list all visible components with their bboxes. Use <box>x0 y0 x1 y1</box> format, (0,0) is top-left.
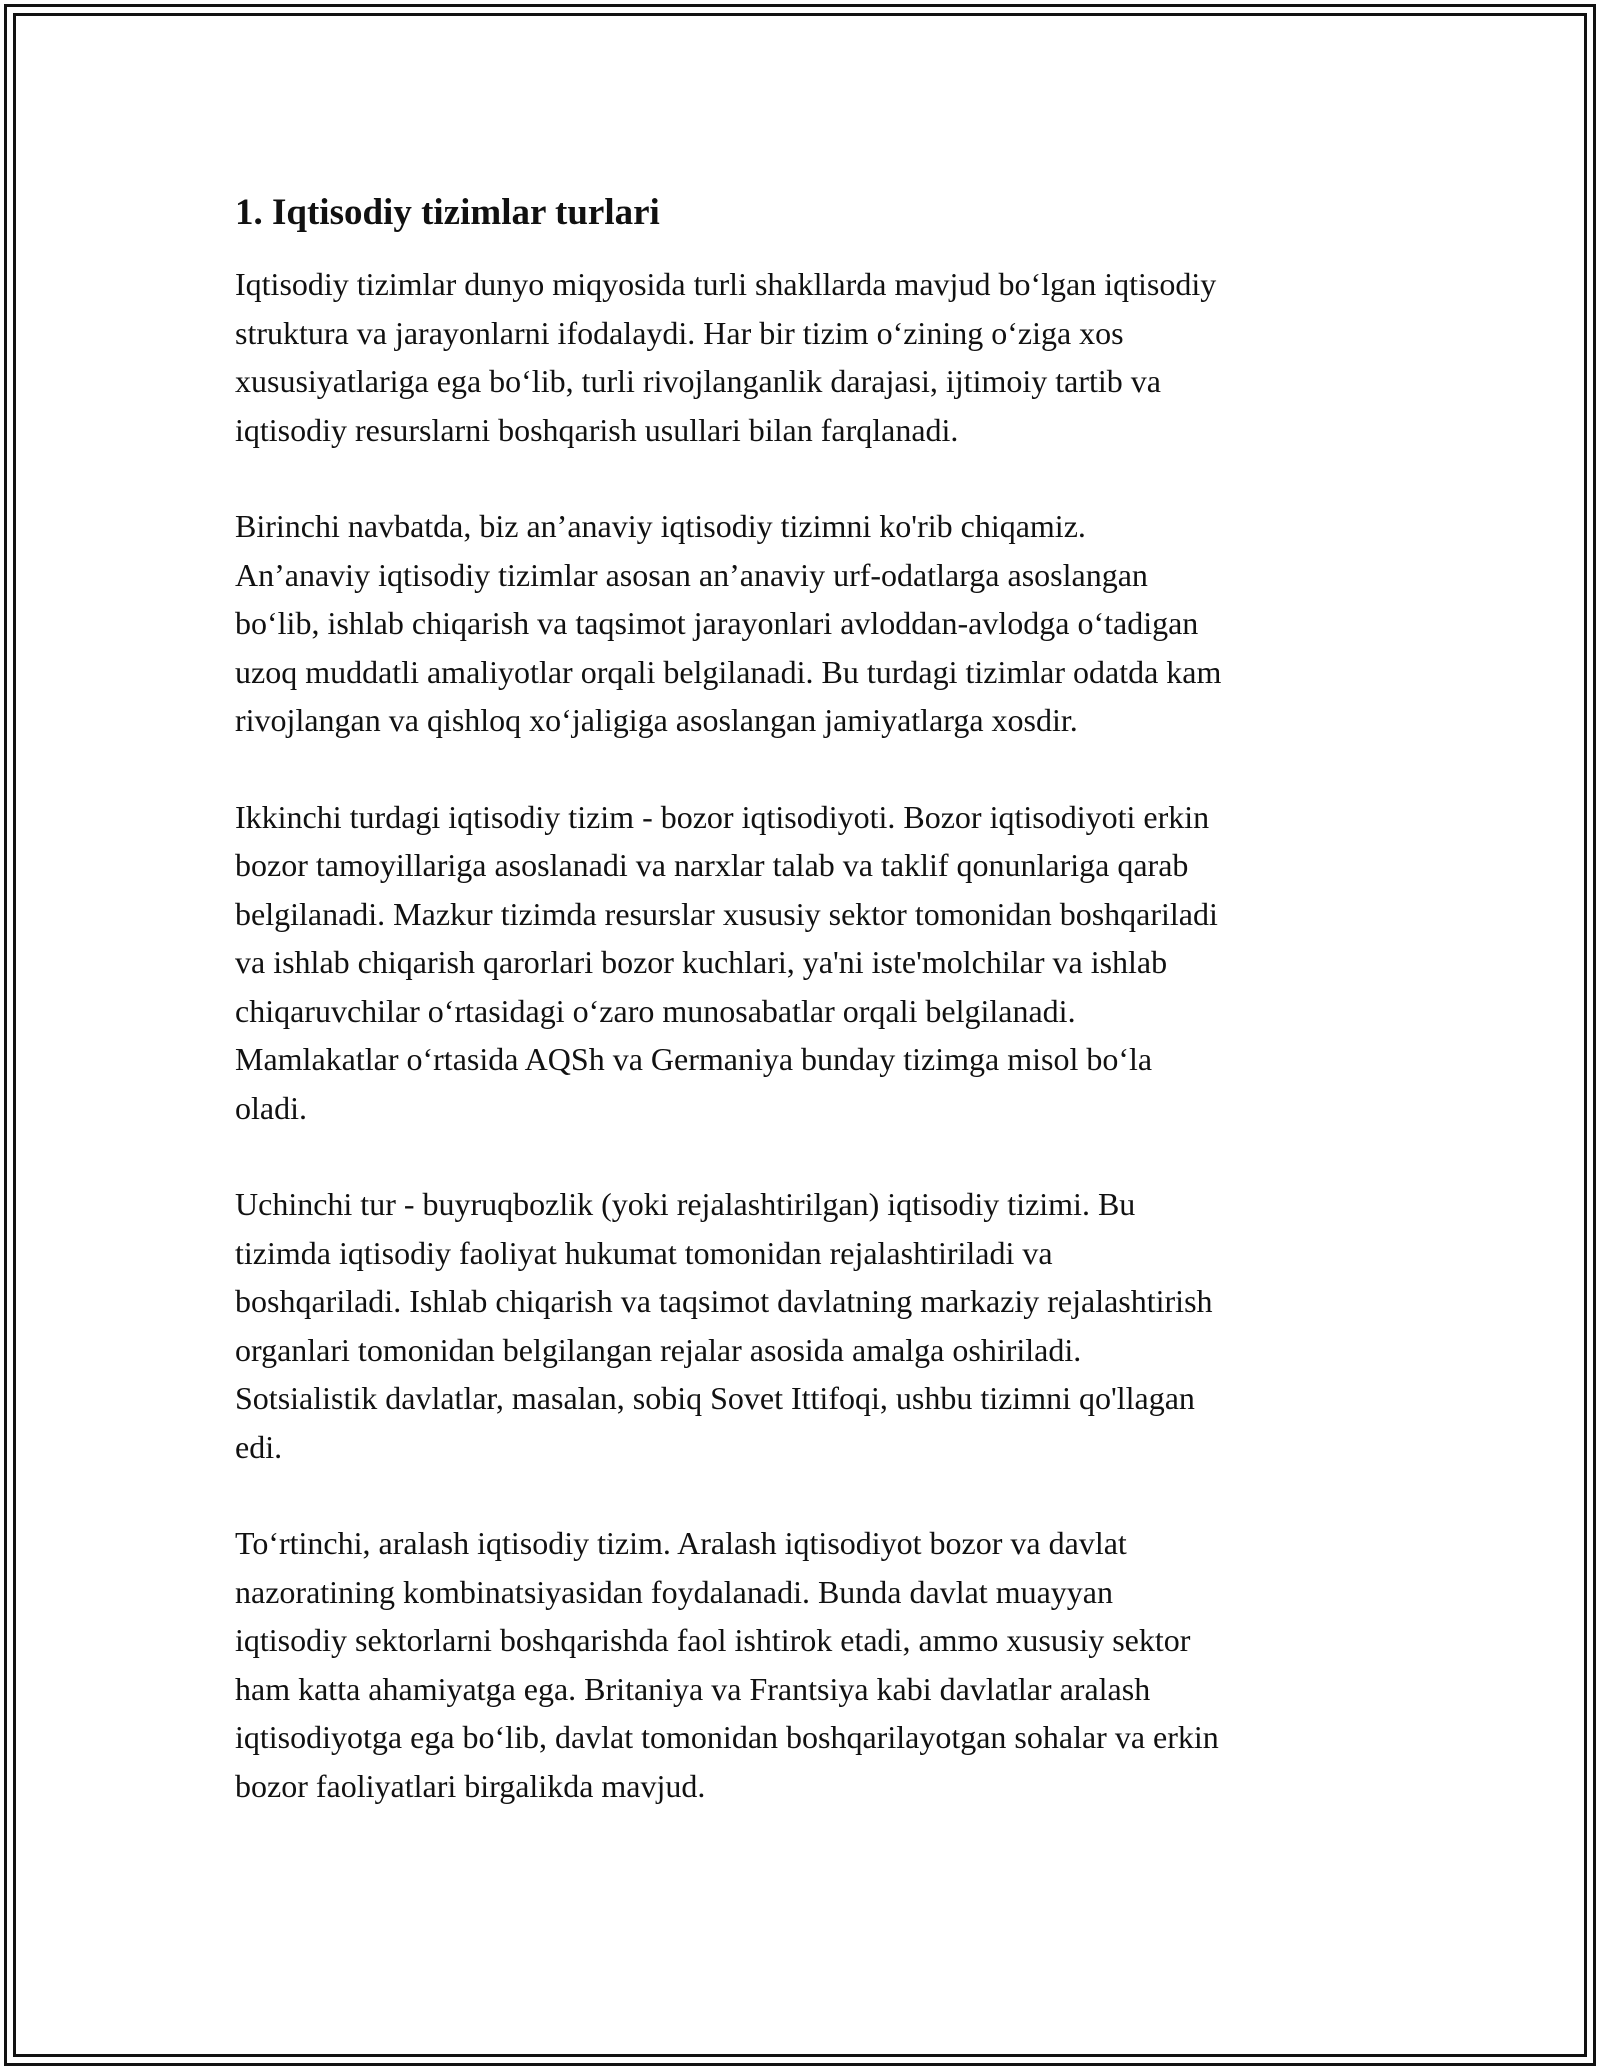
paragraph-line: edi. <box>235 1428 283 1465</box>
paragraph-line: An’anaviy iqtisodiy tizimlar asosan an’anaviy urf-odatlarga asoslangan <box>235 556 1148 593</box>
paragraph-line: xususiyatlariga ega bo‘lib, turli rivojlanganlik darajasi, ijtimoiy tartib va <box>235 363 1161 399</box>
paragraph-mixed-economy <box>235 1519 1375 1810</box>
paragraph-line: struktura va jarayonlarni ifodalaydi. Har bir tizim o‘zining o‘ziga xos <box>235 314 1124 351</box>
paragraph-line: Uchinchi tur - buyruqbozlik (yoki rejalashtirilgan) iqtisodiy tizimi. Bu <box>235 1186 1136 1222</box>
paragraph-line: oladi. <box>235 1089 307 1126</box>
paragraph-line: belgilanadi. Mazkur tizimda resurslar xususiy sektor tomonidan boshqariladi <box>235 895 1218 932</box>
paragraph-line: nazoratining kombinatsiyasidan foydalanadi. Bunda davlat muayyan <box>235 1573 1113 1610</box>
paragraph-line: tizimda iqtisodiy faoliyat hukumat tomonidan rejalashtiriladi va <box>235 1234 1053 1271</box>
paragraph-line: va ishlab chiqarish qarorlari bozor kuchlari, ya'ni iste'molchilar va ishlab <box>235 944 1168 980</box>
paragraph-line: iqtisodiy sektorlarni boshqarishda faol ishtirok etadi, ammo xususiy sektor <box>235 1622 1191 1658</box>
paragraph-line: chiqaruvchilar o‘rtasidagi o‘zaro munosabatlar orqali belgilanadi. <box>235 992 1076 1029</box>
paragraph-line: bozor faoliyatlari birgalikda mavjud. <box>235 1767 706 1804</box>
paragraph-command-economy <box>235 1180 1375 1471</box>
paragraph-intro <box>235 260 1375 454</box>
paragraph-traditional-economy <box>235 502 1375 745</box>
paragraph-line: iqtisodiyotga ega bo‘lib, davlat tomonidan boshqarilayotgan sohalar va erkin <box>235 1719 1219 1755</box>
paragraph-line: Ikkinchi turdagi iqtisodiy tizim - bozor iqtisodiyoti. Bozor iqtisodiyoti erkin <box>235 798 1210 835</box>
paragraph-line: ham katta ahamiyatga ega. Britaniya va Frantsiya kabi davlatlar aralash <box>235 1670 1151 1707</box>
paragraph-line: To‘rtinchi, aralash iqtisodiy tizim. Aralash iqtisodiyot bozor va davlat <box>235 1525 1127 1561</box>
paragraph-line: bo‘lib, ishlab chiqarish va taqsimot jarayonlari avloddan-avlodga o‘tadigan <box>235 605 1199 641</box>
paragraph-line: uzoq muddatli amaliyotlar orqali belgilanadi. Bu turdagi tizimlar odatda kam <box>235 653 1222 690</box>
paragraph-line: Iqtisodiy tizimlar dunyo miqyosida turli shakllarda mavjud bo‘lgan iqtisodiy <box>235 266 1217 302</box>
paragraph-line: Mamlakatlar o‘rtasida AQSh va Germaniya bunday tizimga misol bo‘la <box>235 1041 1153 1077</box>
paragraph-line: rivojlangan va qishloq xo‘jaligiga asoslangan jamiyatlarga xosdir. <box>235 702 1078 738</box>
paragraph-line: Sotsialistik davlatlar, masalan, sobiq Sovet Ittifoqi, ushbu tizimni qo'llagan <box>235 1380 1195 1416</box>
paragraph-market-economy <box>235 793 1375 1133</box>
paragraph-line: Birinchi navbatda, biz an’anaviy iqtisodiy tizimni ko'rib chiqamiz. <box>235 508 1086 544</box>
paragraph-line: iqtisodiy resurslarni boshqarish usullari bilan farqlanadi. <box>235 411 959 448</box>
section-heading: 1. Iqtisodiy tizimlar turlari <box>235 192 660 233</box>
paragraph-line: organlari tomonidan belgilangan rejalar asosida amalga oshiriladi. <box>235 1331 1082 1368</box>
paragraph-line: bozor tamoyillariga asoslanadi va narxlar talab va taklif qonunlariga qarab <box>235 847 1189 883</box>
document-body <box>235 188 1375 1858</box>
paragraph-line: boshqariladi. Ishlab chiqarish va taqsimot davlatning markaziy rejalashtirish <box>235 1283 1213 1319</box>
